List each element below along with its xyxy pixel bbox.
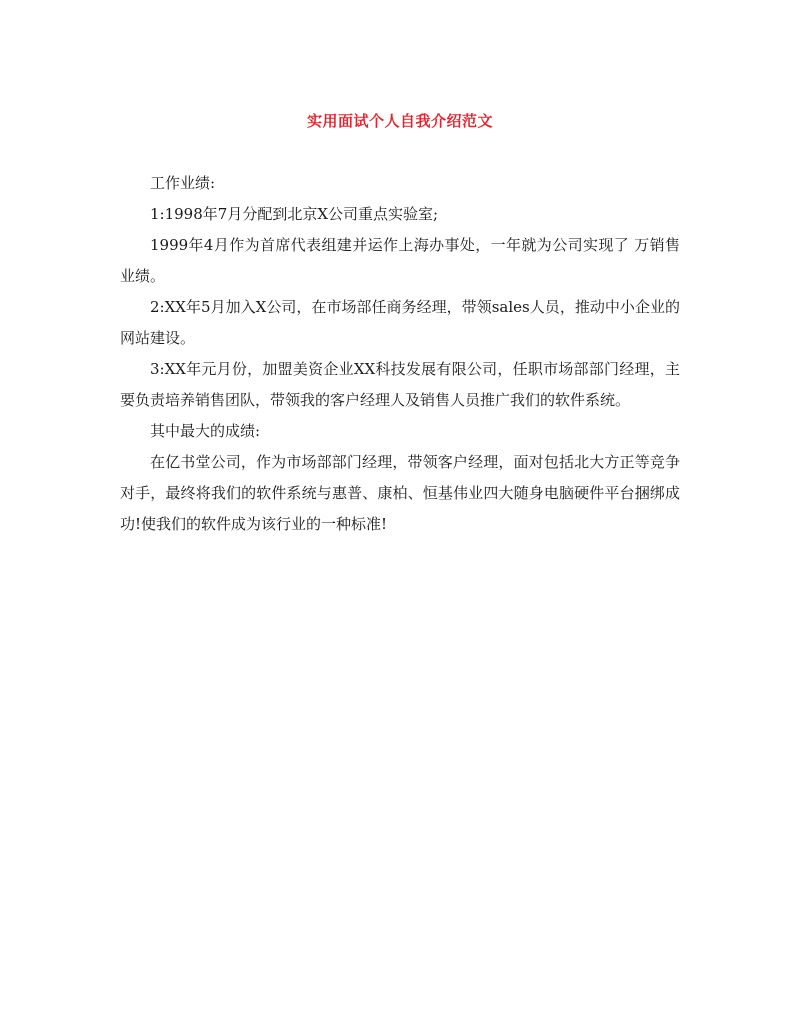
paragraph-greatest-achievement: 在亿书堂公司，作为市场部部门经理，带领客户经理，面对包括北大方正等竞争对手，最终将我们的软件系统与惠普、康柏、恒基伟业四大随身电脑硬件平台捆绑成功!使我们的软件成为该行业的一种标准! xyxy=(120,453,680,533)
document-body xyxy=(120,168,680,540)
paragraph-achievements-heading: 工作业绩: xyxy=(150,174,216,192)
paragraph-item-2: 2:XX年5月加入X公司，在市场部任商务经理，带领sales人员，推动中小企业的网站建设。 xyxy=(120,298,680,347)
paragraph-item-1999: 1999年4月作为首席代表组建并运作上海办事处，一年就为公司实现了 万销售业绩。 xyxy=(120,236,680,285)
paragraph-item-1: 1:1998年7月分配到北京X公司重点实验室; xyxy=(150,205,439,223)
paragraph-greatest-achievement-heading: 其中最大的成绩: xyxy=(150,422,261,440)
paragraph-item-3: 3:XX年元月份，加盟美资企业XX科技发展有限公司，任职市场部部门经理，主要负责培养销售团队，带领我的客户经理人及销售人员推广我们的软件系统。 xyxy=(120,360,680,409)
document-title: 实用面试个人自我介绍范文 xyxy=(306,112,493,130)
